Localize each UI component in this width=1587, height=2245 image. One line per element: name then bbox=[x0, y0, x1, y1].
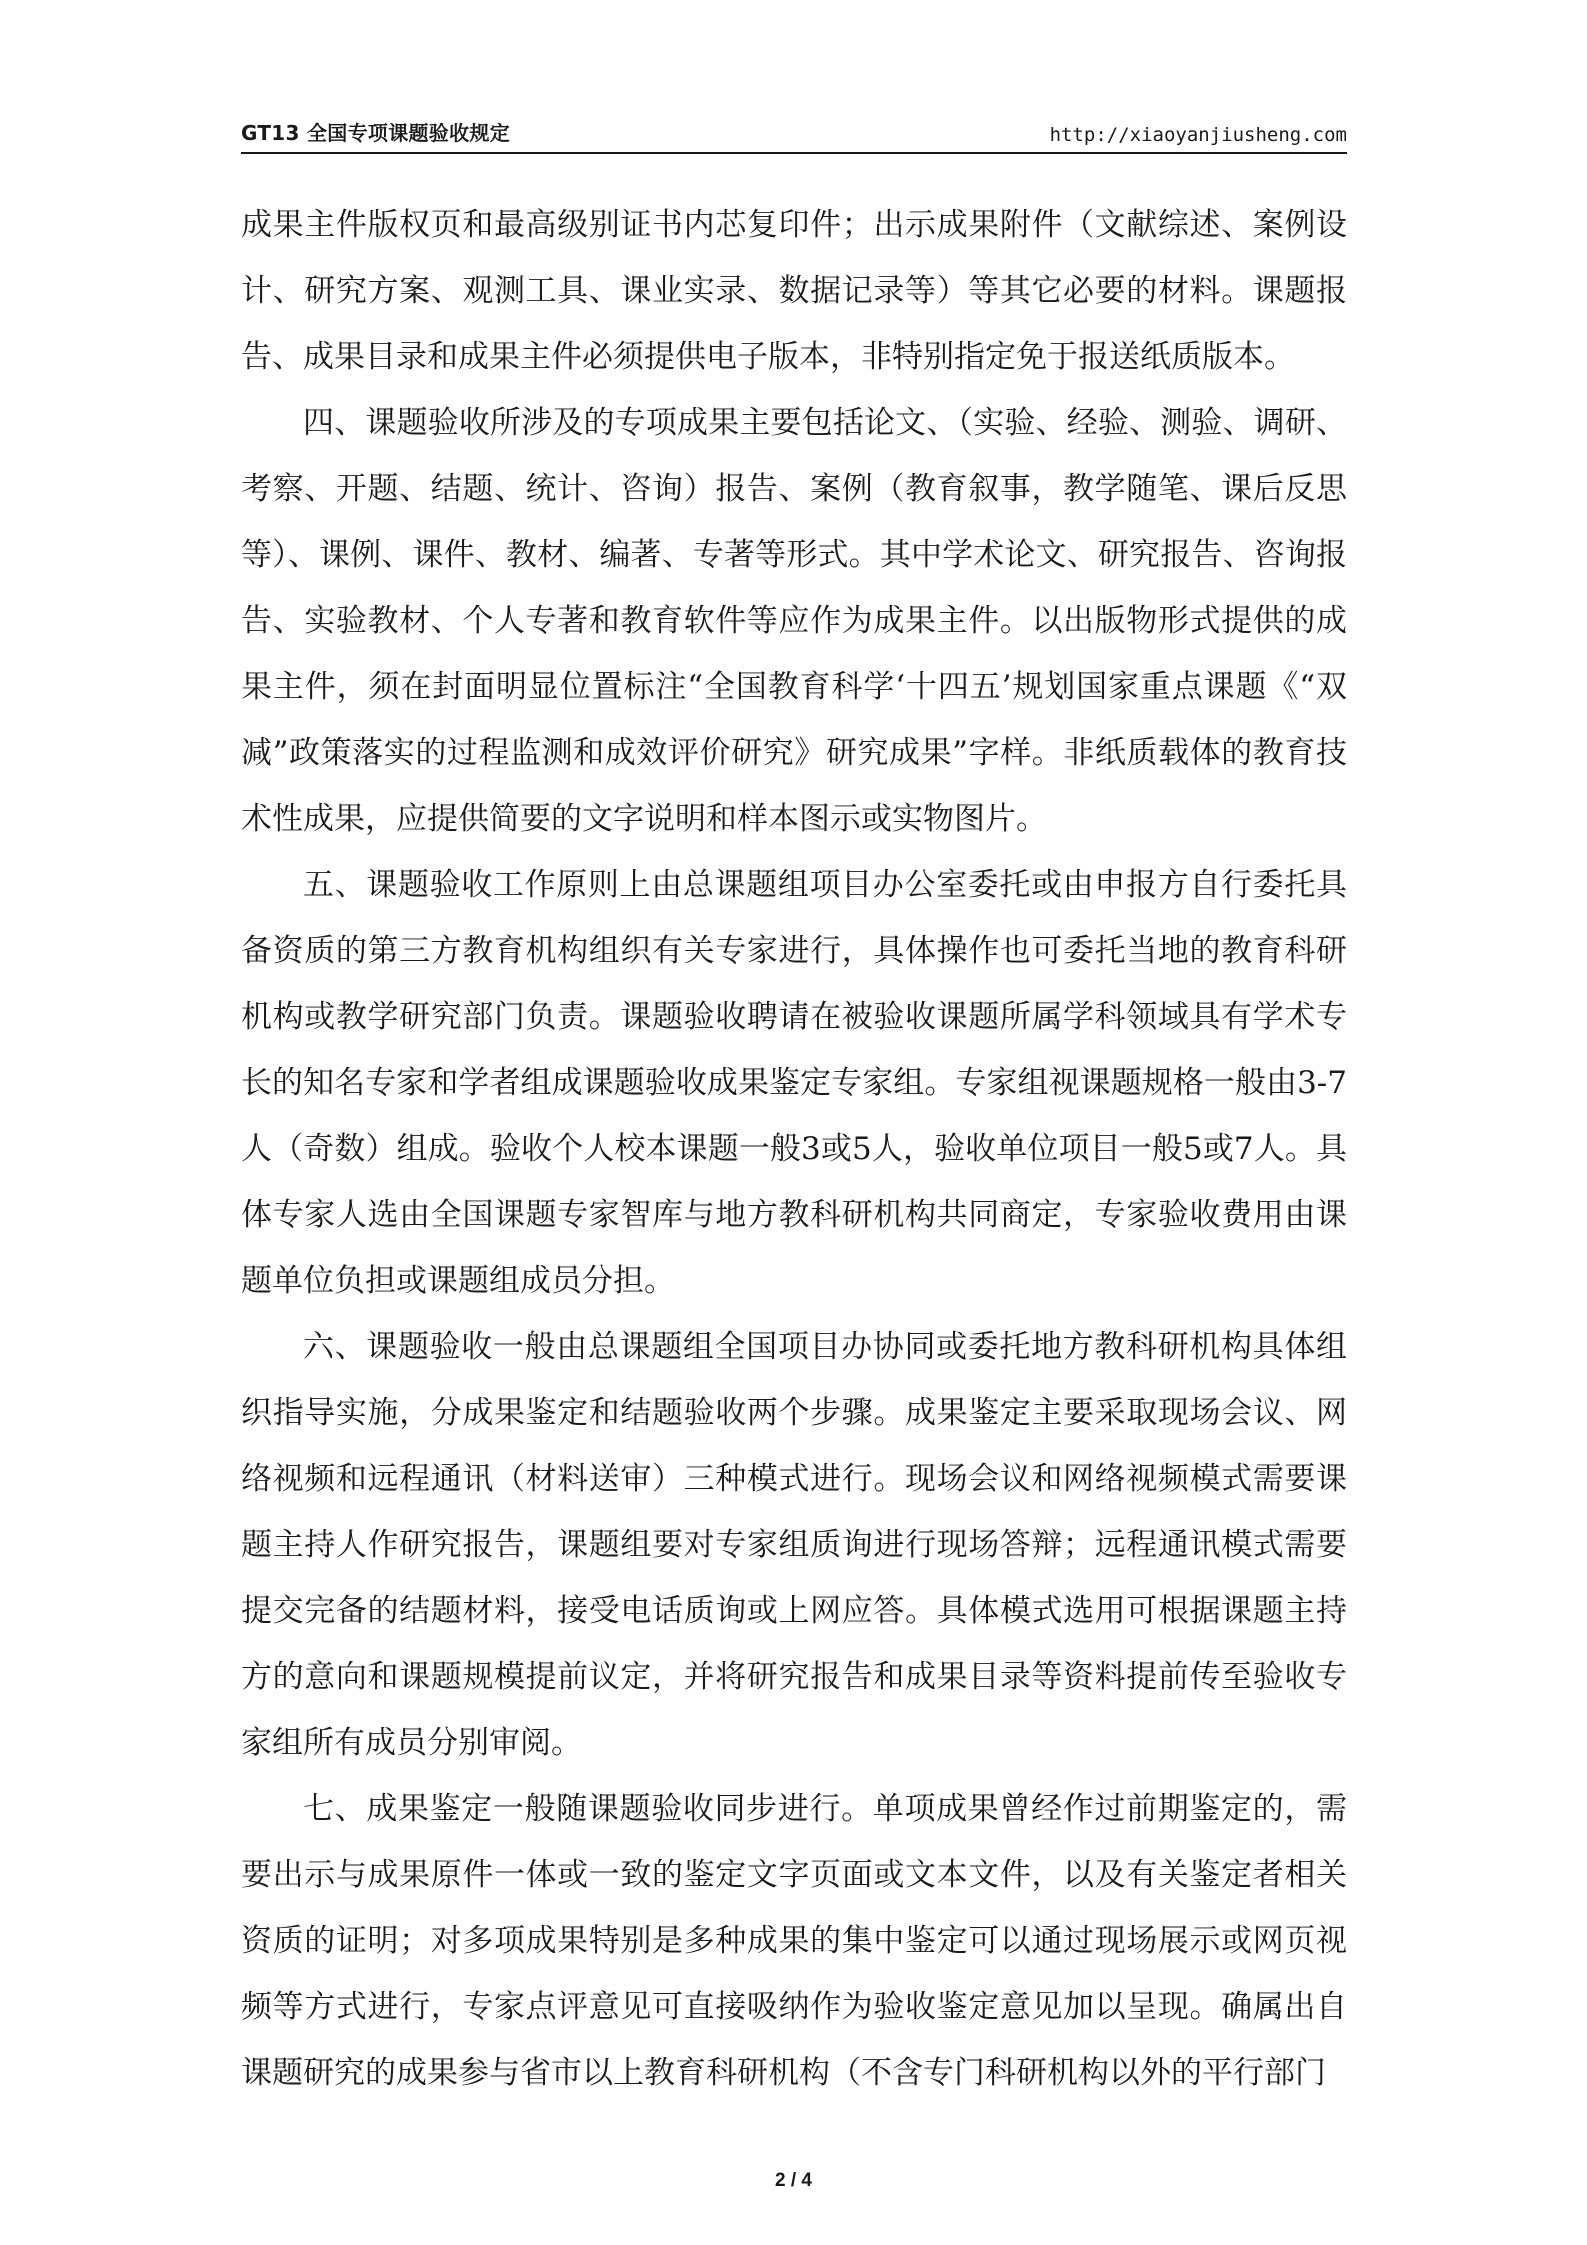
header-title: GT13 全国专项课题验收规定 bbox=[241, 121, 511, 145]
body-text bbox=[241, 192, 1347, 2106]
paragraph-item-4: 四、课题验收所涉及的专项成果主要包括论文、（实验、经验、测验、调研、考察、开题、结题、统计、咨询）报告、案例（教育叙事，教学随笔、课后反思等）、课例、课件、教材、编著、专著等形式。其中学术论文、研究报告、咨询报告、实验教材、个人专著和教育软件等应作为成果主件。以出版物形式提供的成果主件，须在封面明显位置标注“全国教育科学‘十四五’规划国家重点课题《“双减”政策落实的过程监测和成效评价研究》研究成果”字样。非纸质载体的教育技术性成果，应提供简要的文字说明和样本图示或实物图片。 bbox=[241, 405, 1347, 837]
paragraph-item-5: 五、课题验收工作原则上由总课题组项目办公室委托或由申报方自行委托具备资质的第三方教育机构组织有关专家进行，具体操作也可委托当地的教育科研机构或教学研究部门负责。课题验收聘请在被验收课题所属学科领域具有学术专长的知名专家和学者组成课题验收成果鉴定专家组。专家组视课题规格一般由3-7人（奇数）组成。验收个人校本课题一般3或5人，验收单位项目一般5或7人。具体专家人选由全国课题专家智库与地方教科研机构共同商定，专家验收费用由课题单位负担或课题组成员分担。 bbox=[241, 867, 1347, 1299]
page-number: 2 / 4 bbox=[775, 2170, 812, 2191]
paragraph-continued: 成果主件版权页和最高级别证书内芯复印件；出示成果附件（文献综述、案例设计、研究方案、观测工具、课业实录、数据记录等）等其它必要的材料。课题报告、成果目录和成果主件必须提供电子版本，非特别指定免于报送纸质版本。 bbox=[241, 207, 1347, 375]
header-url: http://xiaoyanjiusheng.com bbox=[1049, 124, 1347, 146]
paragraph-item-7: 七、成果鉴定一般随课题验收同步进行。单项成果曾经作过前期鉴定的，需要出示与成果原件一体或一致的鉴定文字页面或文本文件，以及有关鉴定者相关资质的证明；对多项成果特别是多种成果的集中鉴定可以通过现场展示或网页视频等方式进行，专家点评意见可直接吸纳作为验收鉴定意见加以呈现。确属出自课题研究的成果参与省市以上教育科研机构（不含专门科研机构以外的平行部门 bbox=[241, 1791, 1347, 2091]
page-header bbox=[241, 112, 1347, 154]
paragraph-item-6: 六、课题验收一般由总课题组全国项目办协同或委托地方教科研机构具体组织指导实施，分成果鉴定和结题验收两个步骤。成果鉴定主要采取现场会议、网络视频和远程通讯（材料送审）三种模式进行。现场会议和网络视频模式需要课题主持人作研究报告，课题组要对专家组质询进行现场答辩；远程通讯模式需要提交完备的结题材料，接受电话质询或上网应答。具体模式选用可根据课题主持方的意向和课题规模提前议定，并将研究报告和成果目录等资料提前传至验收专家组所有成员分别审阅。 bbox=[241, 1329, 1347, 1761]
